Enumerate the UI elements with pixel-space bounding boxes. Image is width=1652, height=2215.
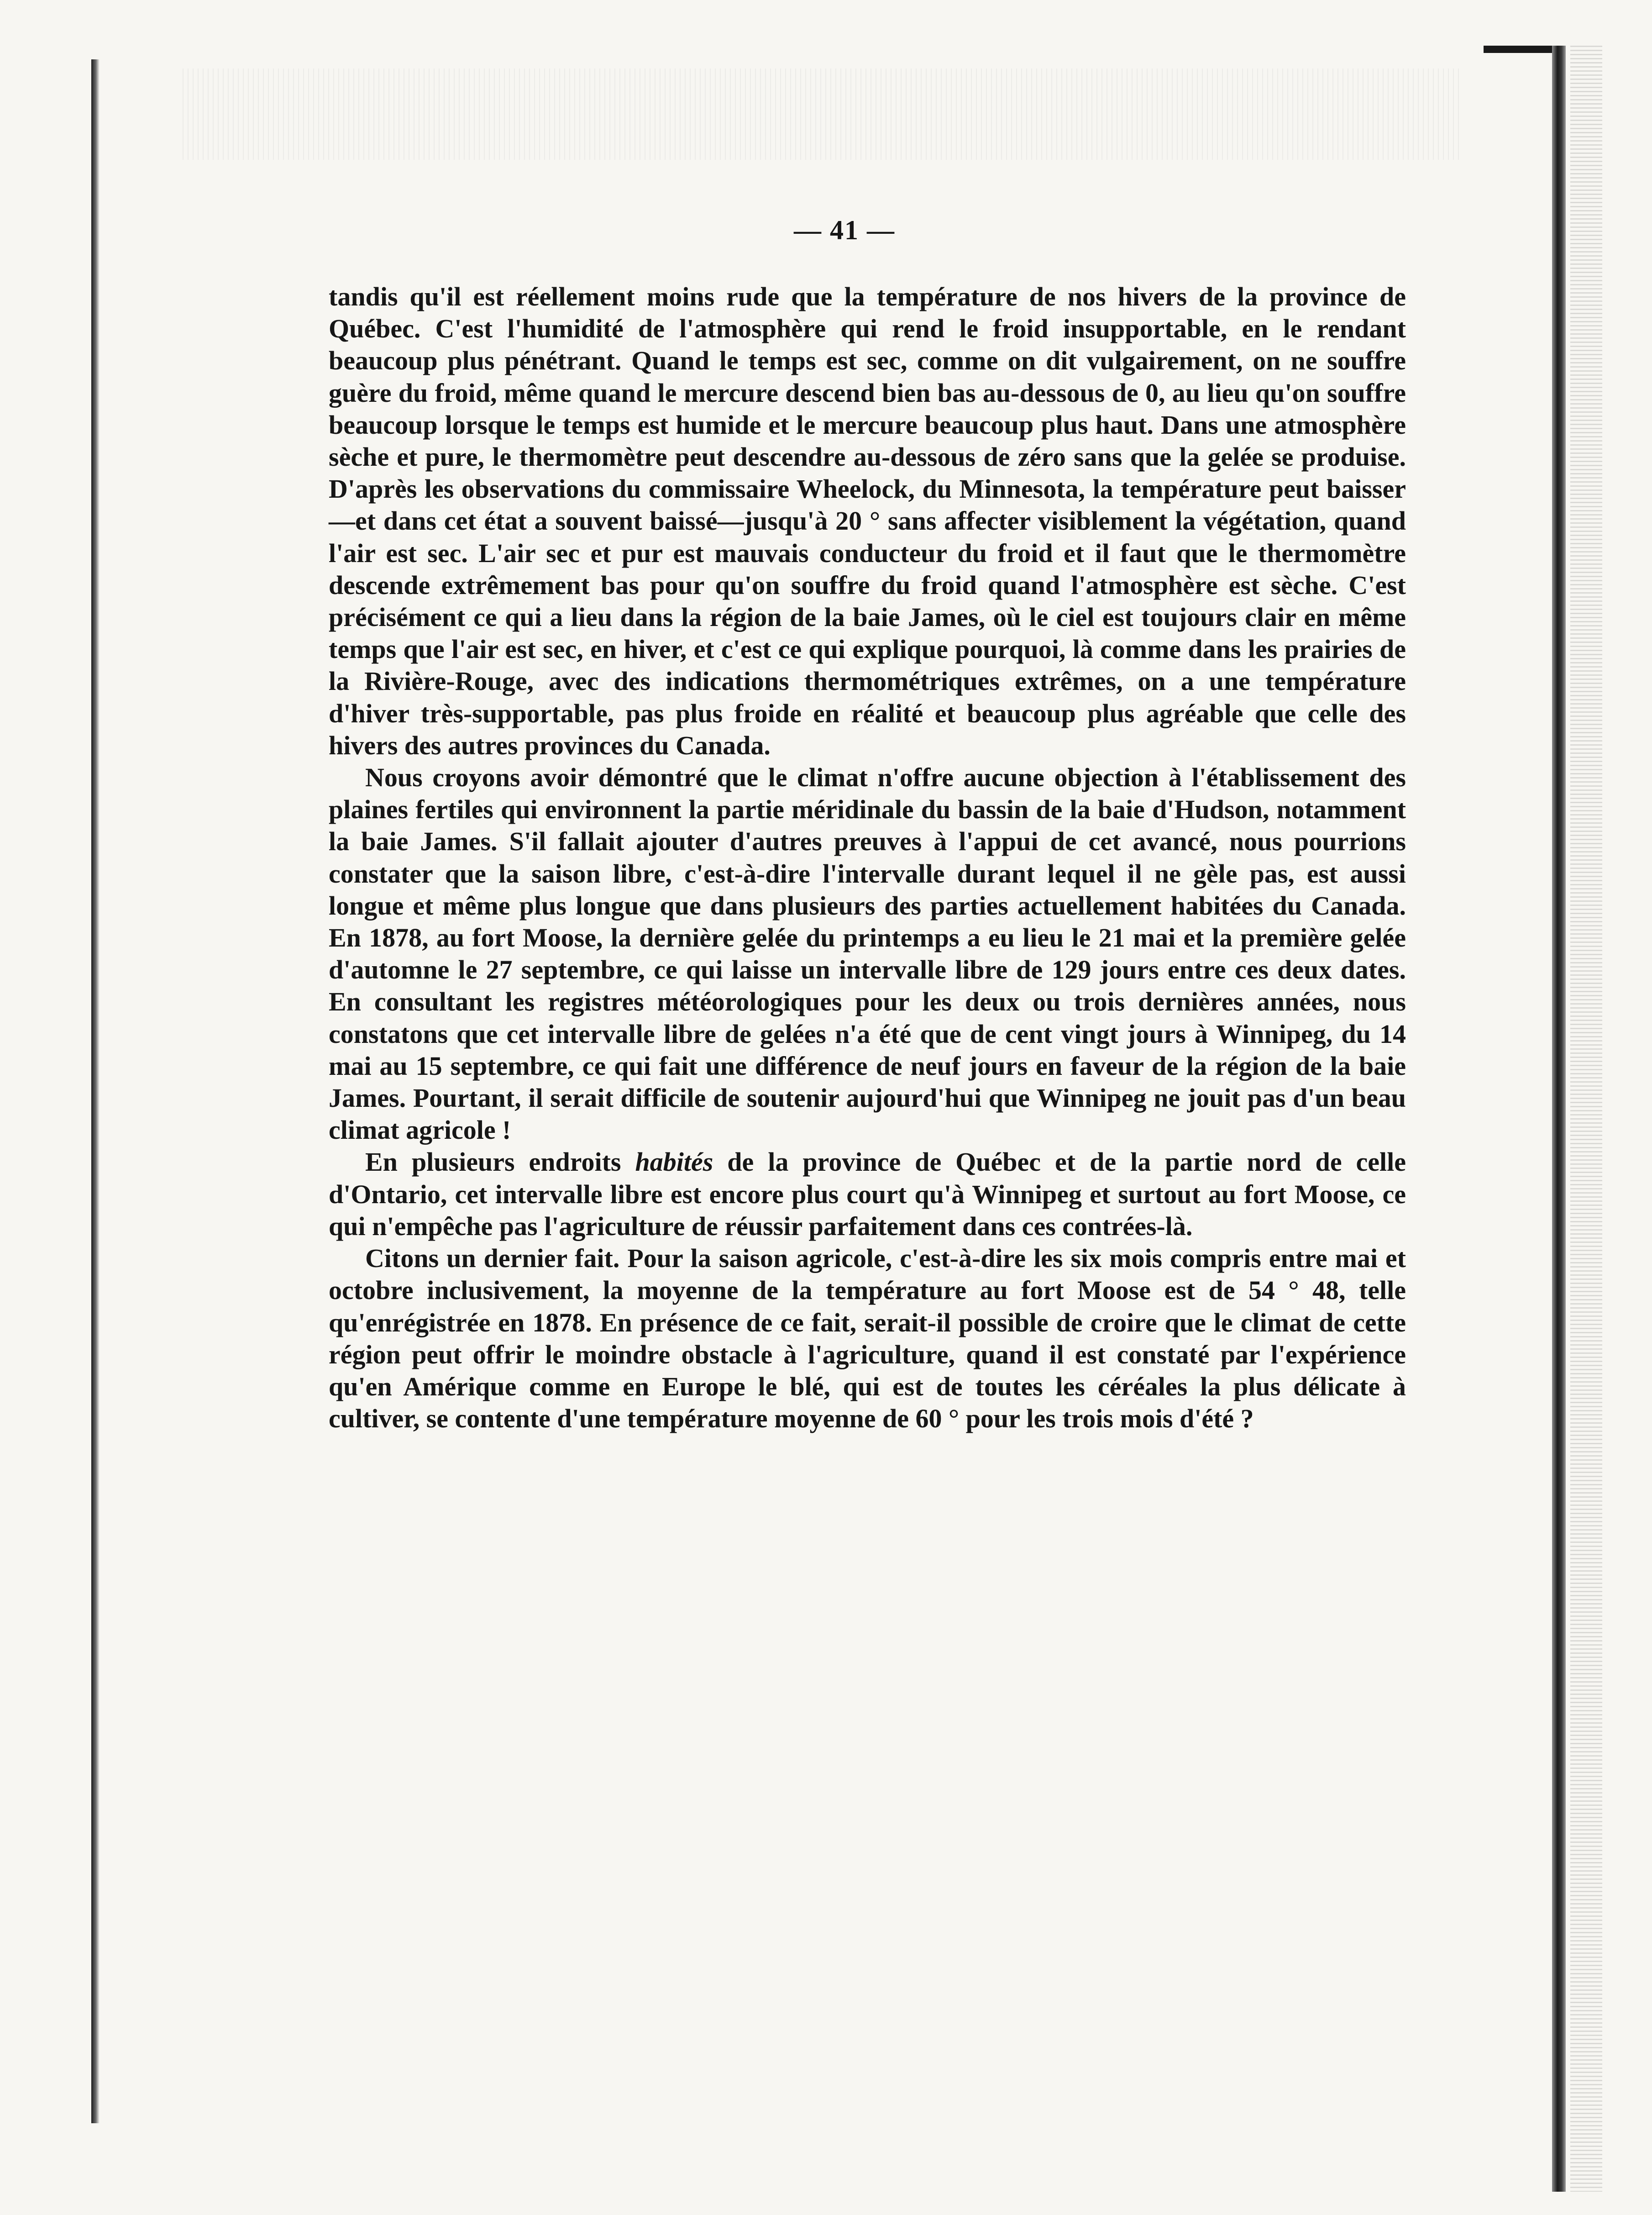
right-edge-shadow — [1570, 46, 1602, 2192]
top-edge-mark — [1484, 46, 1561, 53]
paragraph-3-end: de la province de Québec et de la partie nord de celle d'Ontario, cet intervalle libre est encore plus court qu'à Winnipeg et surtout au fort Moose, ce qui n'empêche pas l'agriculture de réussir parfaitement dans ces contrées-là. — [329, 1147, 1406, 1241]
paragraph-1: tandis qu'il est réellement moins rude que la température de nos hivers de la province de Québec. C'est l'humidité de l'atmosphère qui rend le froid insupportable, en le rendant beaucoup plus pénétrant. Quand le temps est sec, comme on dit vulgairement, on ne souffre guère du froid, même quand le mercure descend bien bas au-dessous de 0, au lieu qu'on souffre beaucoup lorsque le temps est humide et le mercure beaucoup plus haut. Dans une atmosphère sèche et pure, le thermomètre peut descendre au-dessous de zéro sans que la gelée se produise. D'après les observations du commissaire Wheelock, du Minnesota, la température peut baisser—et dans cet état a souvent baissé—jusqu'à 20 ° sans affecter visiblement la végétation, quand l'air est sec. L'air sec et pur est mauvais conducteur du froid et il faut que le thermomètre descende extrêmement bas pour qu'on souffre du froid quand l'atmosphère est sèche. C'est précisément ce qui a lieu dans la région de la baie James, où le ciel est toujours clair en même temps que l'air est sec, en hiver, et c'est ce qui explique pourquoi, là comme dans les prairies de la Rivière-Rouge, avec des indications thermométriques extrêmes, on a une température d'hiver très-supportable, pas plus froide en réalité et beaucoup plus agréable que celle des hivers des autres provinces du Canada. — [329, 282, 1406, 760]
page-number: — 41 — — [794, 215, 895, 245]
body-text — [329, 281, 1406, 1435]
right-binding-edge — [1552, 46, 1566, 2192]
scan-noise — [183, 68, 1461, 160]
paragraph-2: Nous croyons avoir démontré que le climat n'offre aucune objection à l'établissement des plaines fertiles qui environnent la partie méridinale du bassin de la baie d'Hudson, notamment la baie James. S'il fallait ajouter d'autres preuves à l'appui de cet avancé, nous pourrions constater que la saison libre, c'est-à-dire l'intervalle durant lequel il ne gèle pas, est aussi longue et même plus longue que dans plusieurs des parties actuellement habitées du Canada. En 1878, au fort Moose, la dernière gelée du printemps a eu lieu le 21 mai et la première gelée d'automne le 27 septembre, ce qui laisse un intervalle libre de 129 jours entre ces deux dates. En consultant les registres météorologiques pour les deux ou trois dernières années, nous constatons que cet intervalle libre de gelées n'a été que de cent vingt jours à Winnipeg, du 14 mai au 15 septembre, ce qui fait une différence de neuf jours en faveur de la région de la baie James. Pourtant, il serait difficile de soutenir aujourd'hui que Winnipeg ne jouit pas d'un beau climat agricole ! — [329, 763, 1406, 1145]
paragraph-3-start: En plusieurs endroits — [365, 1147, 635, 1177]
paragraph-4: Citons un dernier fait. Pour la saison agricole, c'est-à-dire les six mois compris entre mai et octobre inclusivement, la moyenne de la température au fort Moose est de 54 ° 48, telle qu'enrégistrée en 1878. En présence de ce fait, serait-il possible de croire que le climat de cette région peut offrir le moindre obstacle à l'agriculture, quand il est constaté par l'expérience qu'en Amérique comme en Europe le blé, qui est de toutes les céréales la plus délicate à cultiver, se contente d'une température moyenne de 60 ° pour les trois mois d'été ? — [329, 1243, 1406, 1434]
emphasis-word: habités — [635, 1147, 713, 1177]
paragraph-3 — [329, 1146, 1406, 1242]
left-binding-edge — [91, 59, 100, 2123]
